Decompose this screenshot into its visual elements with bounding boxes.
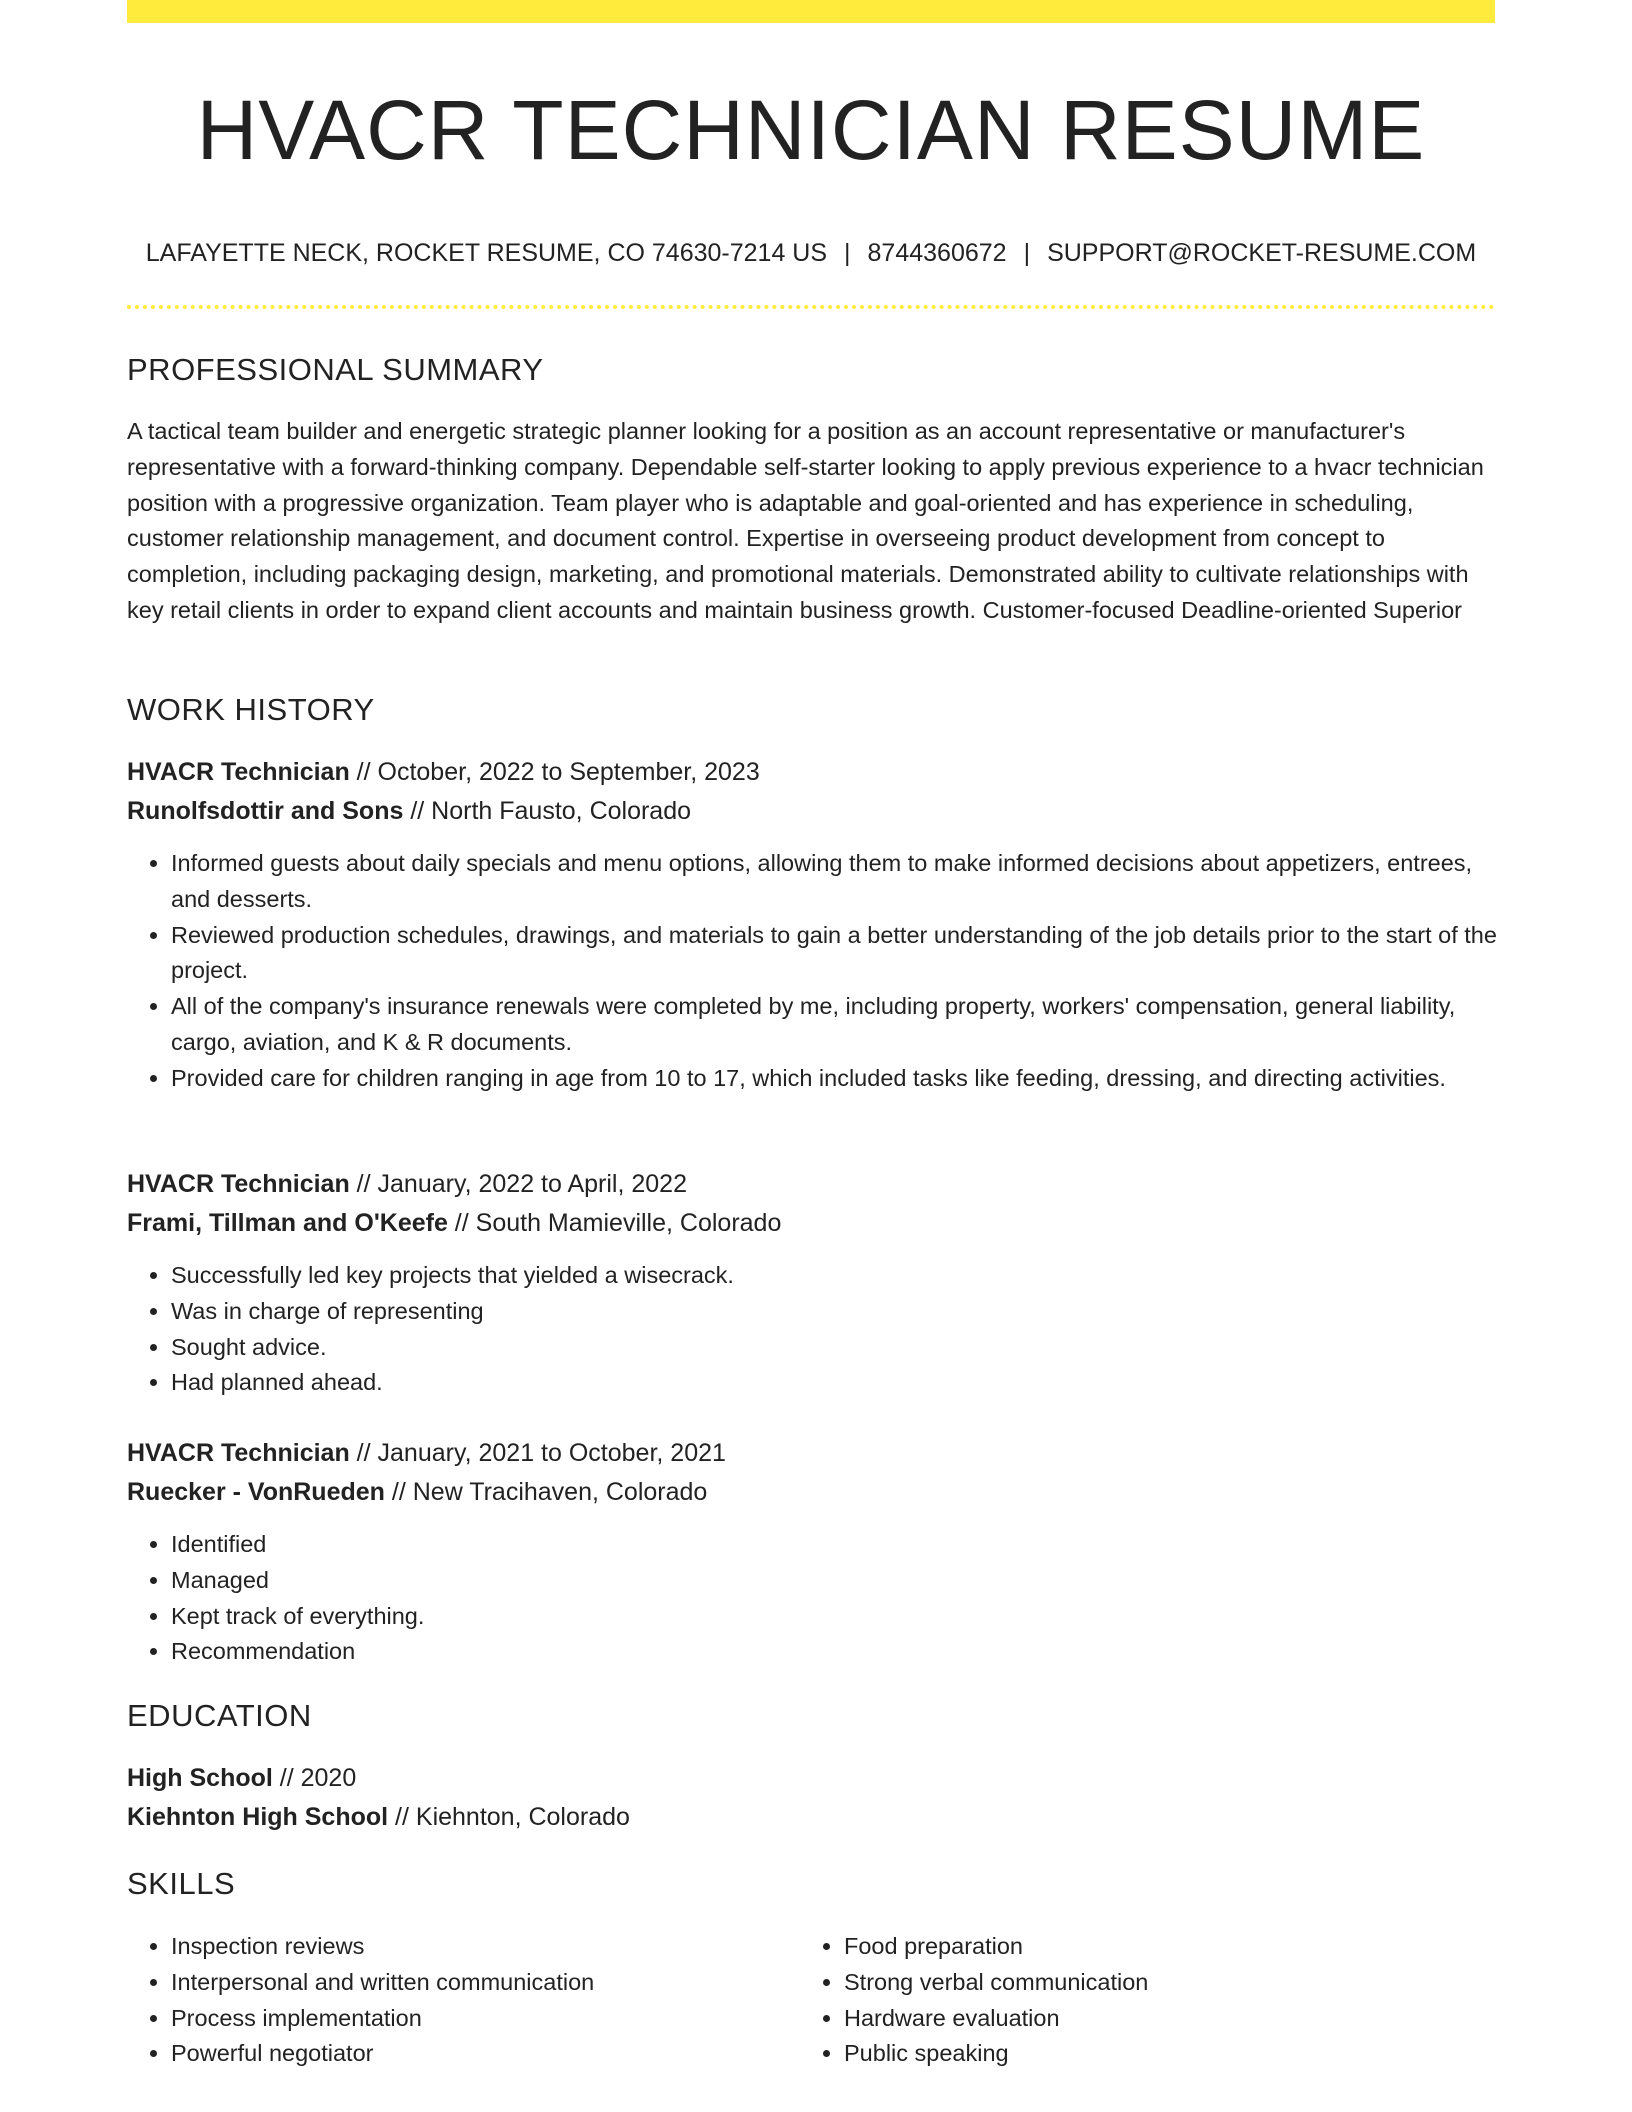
skills-list-right [800, 1929, 1464, 2072]
job-company: Runolfsdottir and Sons [127, 797, 404, 825]
job-bullet: • All of the company's insurance renewals were completed by me, including property, workers' compensation, general liability, cargo, aviation, and K & R documents. [171, 989, 1511, 1061]
contact-separator: | [1023, 239, 1031, 267]
job-delimiter: // [349, 1439, 378, 1467]
skill-item: • Powerful negotiator [171, 2036, 791, 2072]
job-title-line [127, 1435, 726, 1471]
contact-email: SUPPORT@ROCKET-RESUME.COM [1047, 239, 1477, 267]
contact-separator: | [844, 239, 851, 267]
contact-phone: 8744360672 [867, 239, 1007, 267]
job-title-line [127, 754, 760, 790]
job-bullet: • Reviewed production schedules, drawings, and materials to gain a better understanding of the job details prior to the start of the project. [171, 918, 1511, 990]
job-dates: January, 2021 to October, 2021 [377, 1439, 726, 1467]
job-bullet: • Identified [171, 1527, 1511, 1563]
job-dates: January, 2022 to April, 2022 [377, 1170, 687, 1198]
job-title: HVACR Technician [127, 758, 350, 786]
job-delimiter: // [349, 1170, 378, 1198]
job-delimiter: // [447, 1209, 476, 1237]
job-location: South Mamieville, Colorado [475, 1209, 782, 1237]
top-accent-bar [127, 0, 1495, 23]
job-bullet: • Kept track of everything. [171, 1599, 1511, 1635]
job-bullets [127, 1527, 1511, 1670]
education-heading: EDUCATION [127, 1698, 312, 1733]
skill-item: • Process implementation [171, 2001, 791, 2037]
contact-address: LAFAYETTE NECK, ROCKET RESUME, CO 74630-7214 US [145, 239, 828, 267]
education-delimiter: // [272, 1764, 301, 1792]
skill-item: • Hardware evaluation [844, 2001, 1464, 2037]
job-bullets [127, 1258, 1511, 1401]
job-bullet: • Was in charge of representing [171, 1294, 1511, 1330]
job-company: Frami, Tillman and O'Keefe [127, 1209, 448, 1237]
job-bullets [127, 846, 1511, 1097]
job-title-line [127, 1166, 687, 1202]
job-company-line [127, 1474, 707, 1510]
job-bullet: • Recommendation [171, 1634, 1511, 1670]
job-dates: October, 2022 to September, 2023 [377, 758, 760, 786]
skills-heading: SKILLS [127, 1866, 236, 1901]
education-year: 2020 [300, 1764, 357, 1792]
education-degree-line [127, 1760, 356, 1796]
education-school-line [127, 1799, 630, 1835]
job-delimiter: // [403, 797, 432, 825]
education-degree: High School [127, 1764, 273, 1792]
job-delimiter: // [349, 758, 378, 786]
job-bullet: • Successfully led key projects that yielded a wisecrack. [171, 1258, 1511, 1294]
education-school: Kiehnton High School [127, 1803, 389, 1831]
job-delimiter: // [384, 1478, 413, 1506]
job-bullet: • Managed [171, 1563, 1511, 1599]
job-company-line [127, 1205, 781, 1241]
skill-item: • Inspection reviews [171, 1929, 791, 1965]
job-company: Ruecker - VonRueden [127, 1478, 385, 1506]
resume-title: HVACR TECHNICIAN RESUME [196, 83, 1426, 177]
skill-item: • Food preparation [844, 1929, 1464, 1965]
header-divider [127, 305, 1495, 309]
contact-line [127, 236, 1495, 270]
education-location: Kiehnton, Colorado [415, 1803, 630, 1831]
skill-item: • Public speaking [844, 2036, 1464, 2072]
summary-heading: PROFESSIONAL SUMMARY [127, 352, 544, 387]
job-bullet: • Informed guests about daily specials and menu options, allowing them to make informed decisions about appetizers, entrees, and desserts. [171, 846, 1511, 918]
education-delimiter: // [388, 1803, 416, 1831]
job-location: North Fausto, Colorado [431, 797, 692, 825]
job-company-line [127, 793, 691, 829]
work-history-heading: WORK HISTORY [127, 692, 375, 727]
job-title: HVACR Technician [127, 1170, 350, 1198]
skill-item: • Strong verbal communication [844, 1965, 1464, 2001]
summary-text: A tactical team builder and energetic strategic planner looking for a position as an account representative or manufacturer's representative with a forward-thinking company. Dependable self-starter looking to apply previous experience to a hvacr technician position with a progressive organization. Team player who is adaptable and goal-oriented and has experience in scheduling, customer relationship management, and document control. Expertise in overseeing product development from concept to completion, including packaging design, marketing, and promotional materials. Demonstrated ability to cultivate relationships with key retail clients in order to expand client accounts and maintain business growth. Customer-focused Deadline-oriented Superior [127, 418, 1484, 623]
job-bullet: • Provided care for children ranging in age from 10 to 17, which included tasks like feeding, dressing, and directing activities. [171, 1061, 1511, 1097]
job-bullet: • Had planned ahead. [171, 1365, 1511, 1401]
job-title: HVACR Technician [127, 1439, 350, 1467]
skills-list-left [127, 1929, 791, 2072]
skill-item: • Interpersonal and written communication [171, 1965, 791, 2001]
job-location: New Tracihaven, Colorado [412, 1478, 708, 1506]
job-bullet: • Sought advice. [171, 1330, 1511, 1366]
